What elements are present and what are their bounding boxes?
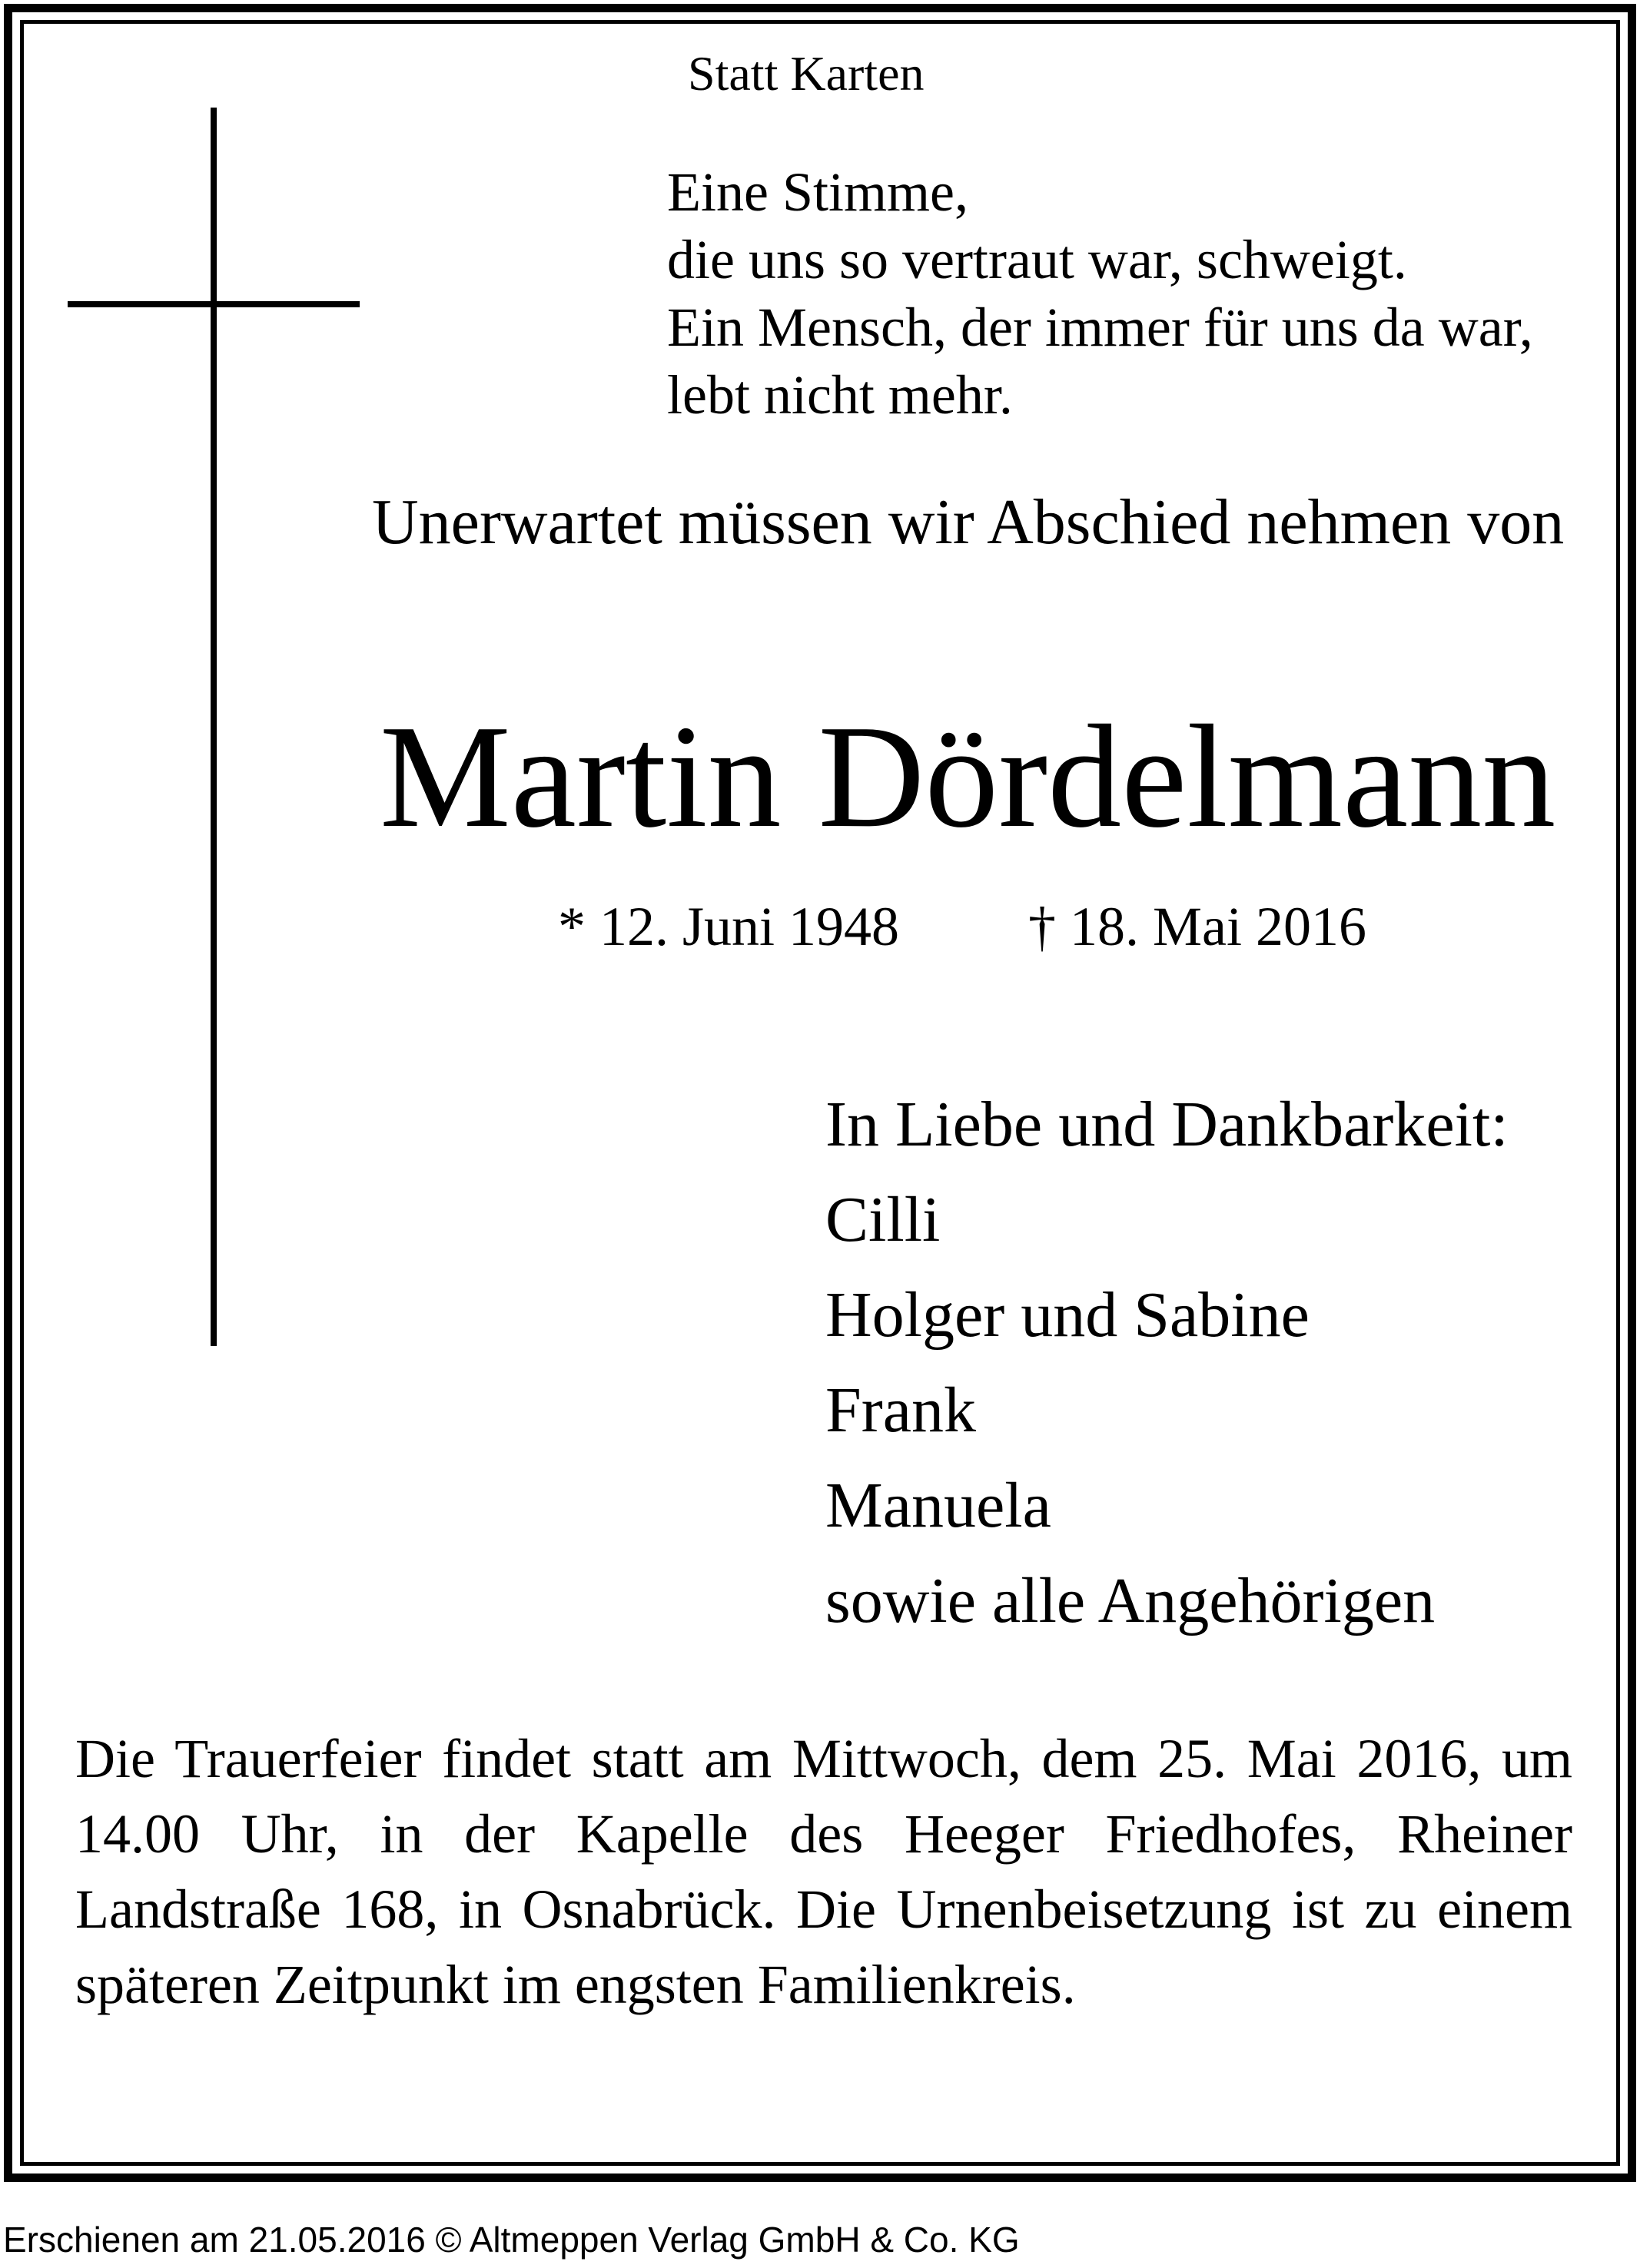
mourner-name: Frank [825,1374,976,1446]
deceased-name: Martin Dördelmann [380,695,1556,858]
mourner-name: sowie alle Angehörigen [825,1565,1436,1636]
verse-line: Ein Mensch, der immer für uns da war, [667,297,1533,358]
verse-line: die uns so vertraut war, schweigt. [667,229,1407,290]
cross-horizontal-bar [68,301,360,307]
farewell-intro: Unerwartet müssen wir Abschied nehmen von [372,486,1565,558]
verse-line: Eine Stimme, [667,161,968,223]
verse-block [667,158,1533,429]
death-date: † 18. Mai 2016 [1028,896,1366,957]
mourner-name: Holger und Sabine [825,1279,1310,1351]
statt-karten-label: Statt Karten [688,46,925,101]
verse-line: lebt nicht mehr. [667,364,1013,426]
mourner-name: Manuela [825,1470,1051,1541]
ceremony-details: Die Trauerfeier findet statt am Mittwoch, dem 25. Mai 2016, um 14.00 Uhr, in der Kapelle des Heeger Friedhofes, Rheiner Landstraße 168, in Osnabrück. Die Urnenbeisetzung ist zu einem späteren Zeitpunkt im engsten Familienkreis. [75,1728,1572,2015]
mourners-heading: In Liebe und Dankbarkeit: [825,1089,1509,1160]
cross-vertical-bar [211,108,217,1346]
mourners-block [825,1077,1509,1649]
birth-date: * 12. Juni 1948 [558,896,900,957]
mourner-name: Cilli [825,1184,941,1255]
publication-footer: Erschienen am 21.05.2016 © Altmeppen Verlag GmbH & Co. KG [3,2220,1020,2260]
